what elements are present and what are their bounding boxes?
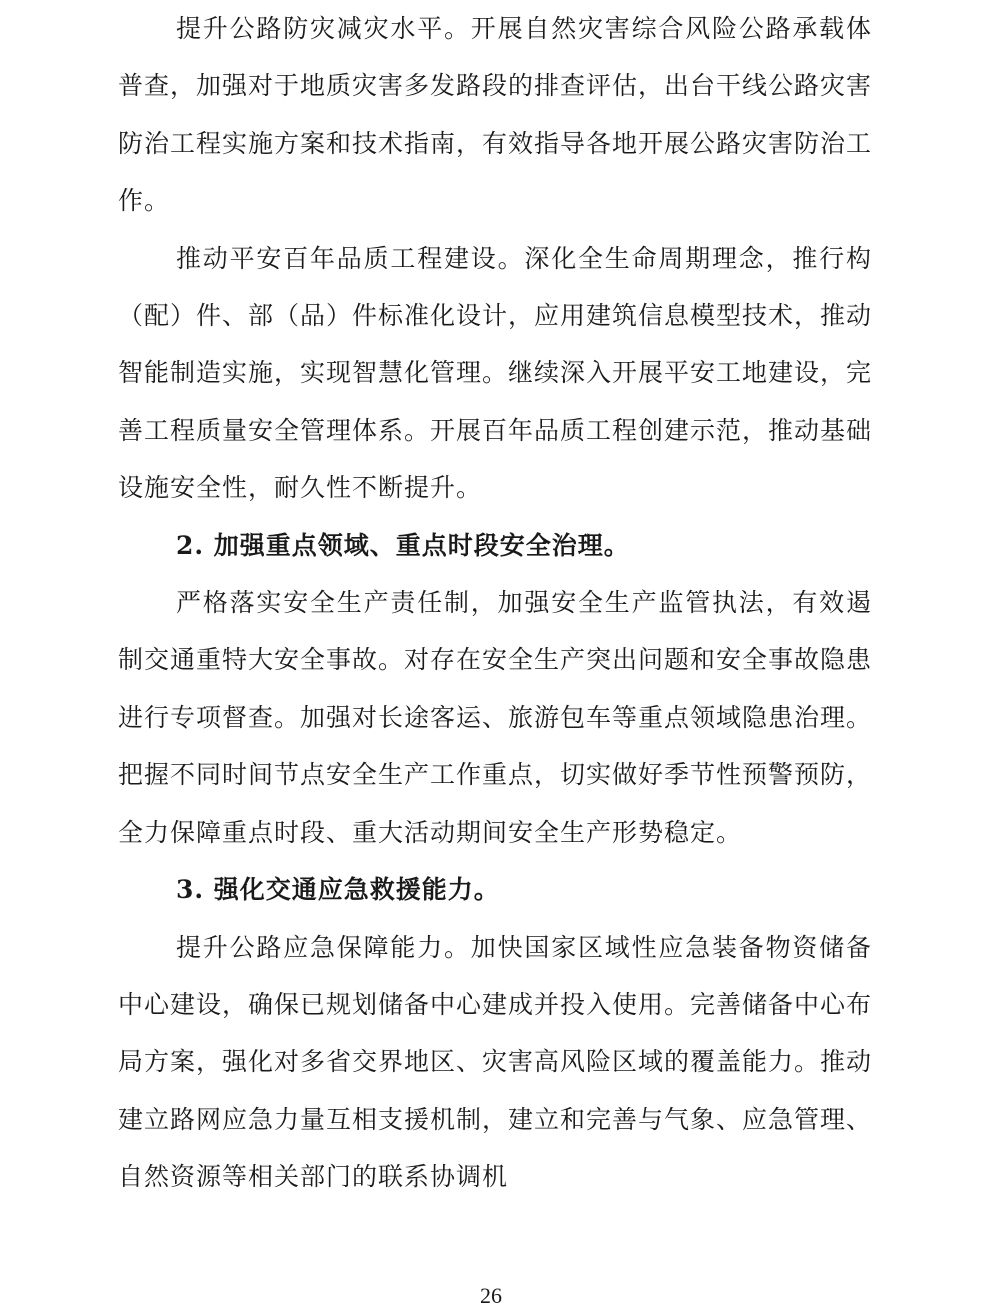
paragraph-disaster-prevention: 提升公路防灾减灾水平。开展自然灾害综合风险公路承载体普查，加强对于地质灾害多发路段的排查评估，出台干线公路灾害防治工程实施方案和技术指南，有效指导各地开展公路灾害防治工作。 (118, 14, 873, 216)
page-number: 26 (480, 1283, 502, 1308)
section-heading-2: 2. 加强重点领域、重点时段安全治理。 (176, 530, 630, 560)
paragraph-emergency-support: 提升公路应急保障能力。加快国家区域性应急装备物资储备中心建设，确保已规划储备中心建成并投入使用。完善储备中心布局方案，强化对多省交界地区、灾害高风险区域的覆盖能力。推动建立路网应急力量互相支援机制，建立和完善与气象、应急管理、自然资源等相关部门的联系协调机 (118, 932, 873, 1192)
section-heading-3: 3. 强化交通应急救援能力。 (176, 875, 500, 905)
document-body (118, 0, 872, 1206)
paragraph-quality-engineering: 推动平安百年品质工程建设。深化全生命周期理念，推行构（配）件、部（品）件标准化设计，应用建筑信息模型技术，推动智能制造实施，实现智慧化管理。继续深入开展平安工地建设，完善工程质量安全管理体系。开展百年品质工程创建示范，推动基础设施安全性，耐久性不断提升。 (118, 243, 873, 503)
paragraph-safety-governance: 严格落实安全生产责任制，加强安全生产监管执法，有效遏制交通重特大安全事故。对存在安全生产突出问题和安全事故隐患进行专项督查。加强对长途客运、旅游包车等重点领域隐患治理。把握不同时间节点安全生产工作重点，切实做好季节性预警预防，全力保障重点时段、重大活动期间安全生产形势稳定。 (118, 588, 873, 847)
